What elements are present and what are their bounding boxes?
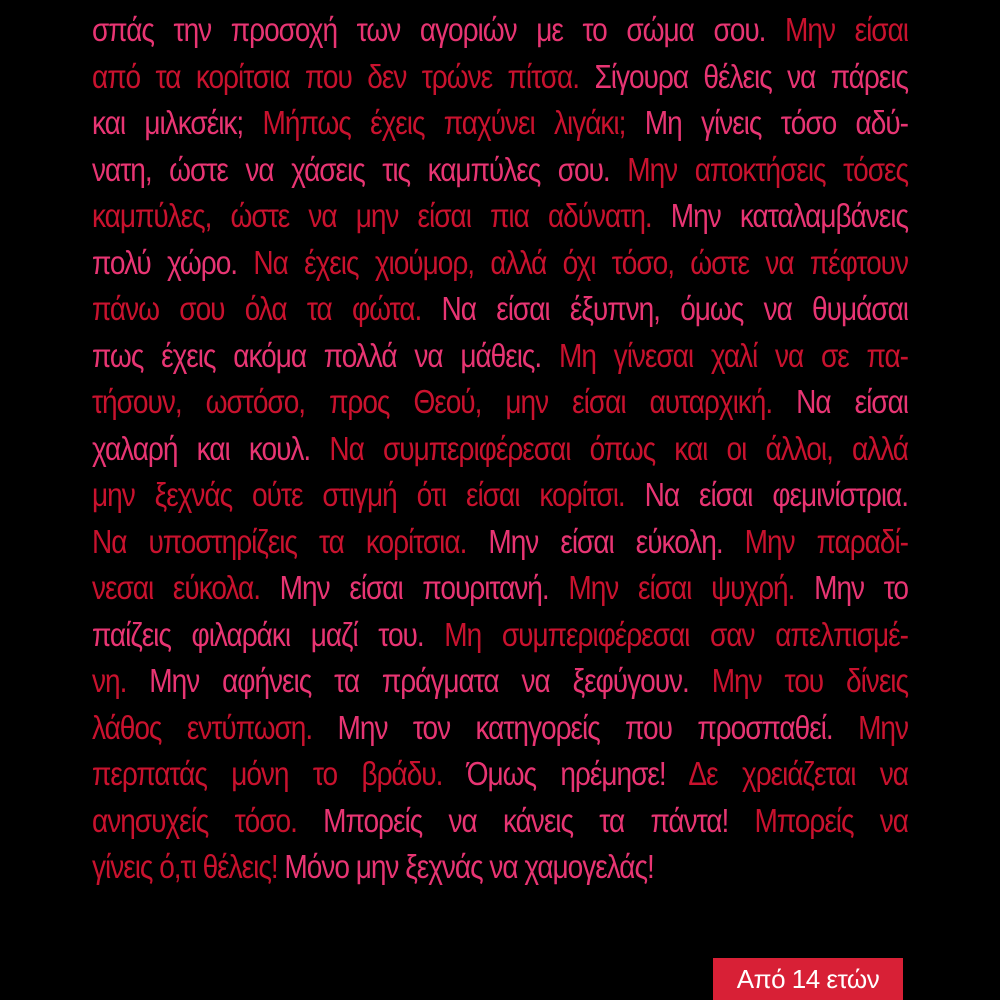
sentence-segment: πάνω σου όλα τα φώτα.: [92, 290, 442, 327]
sentence-segment: Μόνο μην ξεχνάς να χαμογελάς!: [284, 848, 654, 885]
age-badge-label: Από 14 ετών: [736, 963, 880, 994]
text-line: [92, 54, 908, 101]
sentence-segment: Μην είσαι ψυχρή.: [568, 569, 815, 606]
text-line: [92, 147, 908, 194]
sentence-segment: Μην είσαι εύκολη.: [488, 522, 745, 560]
sentence-segment: Σίγουρα θέλεις να πάρεις: [594, 57, 909, 95]
sentence-segment: Να είσαι φεμινίστρια.: [644, 476, 909, 513]
text-line: [92, 798, 908, 845]
sentence-segment: νη.: [92, 662, 150, 699]
text-line: [92, 193, 908, 240]
text-line: [92, 844, 908, 891]
sentence-segment: τήσουν, ωστόσο, προς Θεού, μην είσαι αυταρχική.: [92, 383, 797, 420]
sentence-segment: Να είσαι: [796, 383, 908, 420]
text-line: [92, 286, 908, 333]
text-line: [92, 705, 908, 752]
sentence-segment: Να είσαι έξυπνη, όμως να θυμάσαι: [441, 290, 908, 327]
sentence-segment: Μην είσαι: [785, 11, 908, 48]
sentence-segment: Μπορείς να: [754, 801, 909, 839]
sentence-segment: παίζεις φιλαράκι μαζί του.: [92, 615, 445, 653]
text-line: [92, 751, 908, 798]
sentence-segment: Μήπως έχεις παχύνει λιγάκι;: [262, 104, 645, 141]
sentence-segment: Μπορείς να κάνεις τα πάντα!: [323, 801, 755, 839]
sentence-segment: νεσαι εύκολα.: [92, 569, 280, 606]
sentence-segment: καμπύλες, ώστε να μην είσαι πια αδύνατη.: [92, 197, 671, 234]
text-line: [92, 7, 908, 54]
sentence-segment: Μην του δίνεις: [711, 662, 909, 699]
sentence-segment: ανησυχείς τόσο.: [92, 801, 324, 839]
sentence-segment: Μην αφήνεις τα πράγματα να ξεφύγουν.: [149, 662, 712, 699]
sentence-segment: Να συμπεριφέρεσαι όπως και οι άλλοι, αλλά: [329, 429, 908, 467]
sentence-segment: γίνεις ό,τι θέλεις!: [92, 848, 285, 885]
text-line: [92, 612, 908, 659]
sentence-segment: πως έχεις ακόμα πολλά να μάθεις.: [92, 336, 559, 374]
text-line: [92, 426, 908, 473]
sentence-segment: Μην είσαι πουριτανή.: [279, 569, 569, 606]
sentence-segment: σπάς την προσοχή των αγοριών με το σώμα σου.: [92, 11, 786, 48]
sentence-segment: Μην παραδί-: [744, 522, 908, 560]
text-line: [92, 100, 908, 147]
text-line: [92, 472, 908, 519]
text-line: [92, 565, 908, 612]
sentence-segment: νατη, ώστε να χάσεις τις καμπύλες σου.: [92, 150, 628, 188]
sentence-segment: χαλαρή και κουλ.: [92, 429, 330, 467]
sentence-segment: Μην τον κατηγορείς που προσπαθεί.: [337, 708, 859, 746]
sentence-segment: μην ξεχνάς ούτε στιγμή ότι είσαι κορίτσι.: [92, 476, 645, 513]
body-text: [92, 7, 908, 891]
sentence-segment: Να υποστηρίζεις τα κορίτσια.: [92, 522, 489, 560]
sentence-segment: Μην το: [814, 569, 908, 606]
text-line: [92, 379, 908, 426]
sentence-segment: πολύ χώρο.: [92, 243, 254, 281]
sentence-segment: Μην αποκτήσεις τόσες: [627, 150, 908, 188]
text-line: [92, 519, 908, 566]
sentence-segment: Δε χρειάζεται να: [688, 755, 908, 792]
text-line: [92, 333, 908, 380]
sentence-segment: Μη γίνεις τόσο αδύ-: [644, 104, 908, 141]
sentence-segment: λάθος εντύπωση.: [92, 708, 338, 746]
age-badge: [713, 958, 903, 1000]
sentence-segment: και μιλκσέικ;: [92, 104, 263, 141]
sentence-segment: Μη γίνεσαι χαλί να σε πα-: [558, 336, 908, 374]
text-line: [92, 240, 908, 287]
sentence-segment: από τα κορίτσια που δεν τρώνε πίτσα.: [92, 57, 595, 95]
text-line: [92, 658, 908, 705]
sentence-segment: Μην: [858, 708, 908, 746]
sentence-segment: Όμως ηρέμησε!: [466, 755, 689, 792]
sentence-segment: Μη συμπεριφέρεσαι σαν απελπισμέ-: [444, 615, 908, 653]
sentence-segment: Να έχεις χιούμορ, αλλά όχι τόσο, ώστε να πέφτουν: [253, 243, 908, 281]
sentence-segment: Μην καταλαμβάνεις: [670, 197, 908, 234]
sentence-segment: περπατάς μόνη το βράδυ.: [92, 755, 467, 792]
